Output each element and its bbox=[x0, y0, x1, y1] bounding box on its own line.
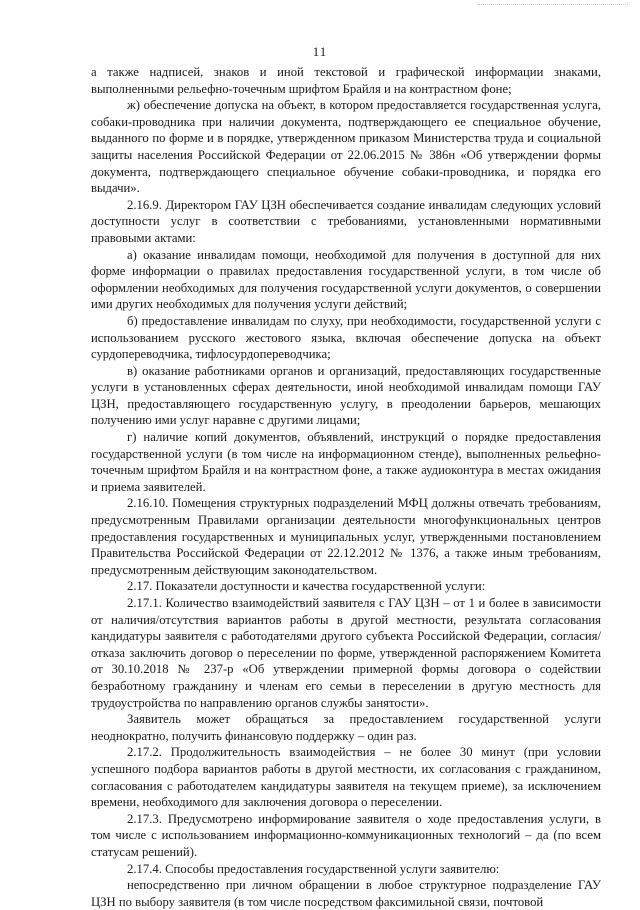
paragraph: 2.16.9. Директором ГАУ ЦЗН обеспечивается создание инвалидам следующих условий доступности услуг в соответствии с требованиями, установленными нормативными правовыми актами: bbox=[91, 197, 601, 245]
paragraph: ж) обеспечение допуска на объект, в котором предоставляется государственная услуга, собаки-проводника при наличии документа, подтверждающего ее специальное обучение, выданного по форме и в порядке, утвержденном приказом Министерства труда и социальной защиты населения Российской Федерации от 22.06.2015 № 386н «Об утверждении формы документа, подтверждающего специальное обучение собаки-проводника, и порядка его выдачи». bbox=[91, 98, 601, 196]
document-body bbox=[91, 64, 601, 910]
scan-artifact bbox=[478, 4, 628, 7]
paragraph: 2.16.10. Помещения структурных подразделений МФЦ должны отвечать требованиям, предусмотренным Правилами организации деятельности многофункциональных центров предоставления государственных и муниципальных услуг, утвержденными постановлением Правительства Российской Федерации от 22.12.2012 № 1376, а также иным требованиям, предусмотренным действующим законодательством. bbox=[91, 496, 601, 577]
paragraph: а) оказание инвалидам помощи, необходимой для получения в доступной для них форме информации о правилах предоставления государственной услуги, в том числе об оформлении необходимых для получения государственной услуги документов, о совершении ими других необходимых для получения услуги действий; bbox=[91, 247, 601, 312]
paragraph: в) оказание работниками органов и организаций, предоставляющих государственные услуги в установленных сферах деятельности, иной необходимой инвалидам помощи ГАУ ЦЗН, предоставляющего государственную услугу, в преодолении барьеров, мешающих получению ими услуг наравне с другими лицами; bbox=[91, 363, 601, 428]
paragraph: 2.17. Показатели доступности и качества государственной услуги: bbox=[127, 579, 486, 594]
page-number: 11 bbox=[312, 44, 328, 59]
paragraph: 2.17.1. Количество взаимодействий заявителя с ГАУ ЦЗН – от 1 и более в зависимости от наличия/отсутствия вариантов работы в другой местности, результата согласования кандидатуры заявителя с работодателями другого субъекта Российской Федерации, согласия/отказа заключить договор о переселении по форме, утвержденной распоряжением Комитета от 30.10.2018 № 237-р «Об утверждении примерной формы договора о содействии безработному гражданину и членам его семьи в переселении в другую местность для трудоустройства по направлению органов службы занятости». bbox=[91, 596, 601, 710]
paragraph: б) предоставление инвалидам по слуху, при необходимости, государственной услуги с использованием русского жестового языка, включая обеспечение допуска на объект сурдопереводчика, тифлосурдопереводчика; bbox=[91, 313, 601, 362]
paragraph: Заявитель может обращаться за предоставлением государственной услуги неоднократно, получить финансовую поддержку – один раз. bbox=[91, 712, 601, 743]
paragraph: 2.17.2. Продолжительность взаимодействия – не более 30 минут (при условии успешного подбора вариантов работы в другой местности, их согласования с гражданином, согласования с работодателем кандидатуры заявителя на текущем приеме), за исключением времени, необходимого для заключения договора о переселении. bbox=[91, 745, 601, 810]
paragraph: а также надписей, знаков и иной текстовой и графической информации знаками, выполненными рельефно-точечным шрифтом Брайля и на контрастном фоне; bbox=[91, 65, 601, 96]
paragraph: непосредственно при личном обращении в любое структурное подразделение ГАУ ЦЗН по выбору заявителя (в том числе посредством факсимильной связи, почтовой bbox=[91, 878, 601, 909]
paragraph: г) наличие копий документов, объявлений, инструкций о порядке предоставления государственной услуги (в том числе на информационном стенде), выполненных рельефно-точечным шрифтом Брайля и на контрастном фоне, а также аудиоконтура в местах ожидания и приема заявителей. bbox=[91, 430, 601, 494]
paragraph: 2.17.3. Предусмотрено информирование заявителя о ходе предоставления услуги, в том числе с использованием информационно-коммуникационных технологий – да (по всем статусам решений). bbox=[91, 811, 601, 859]
paragraph: 2.17.4. Способы предоставления государственной услуги заявителю: bbox=[127, 861, 500, 876]
